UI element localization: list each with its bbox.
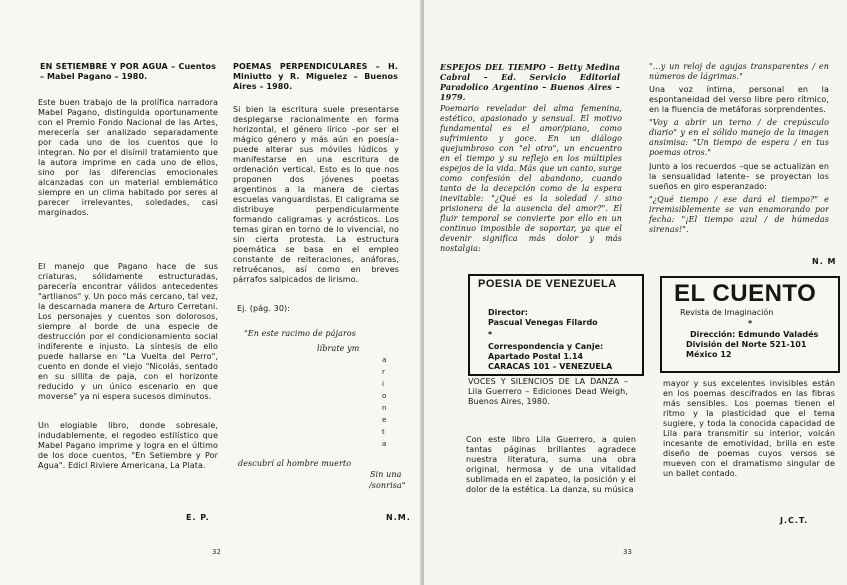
left-page-number: 32: [212, 548, 221, 556]
example-line-5: /sonrisa": [369, 481, 406, 490]
calligram-letter: t: [382, 428, 385, 436]
review-paragraph-voces-right: mayor y sus excelentes invisibles están en los poemas descifrados en las fibras más sensibles. Los poemas tienen el ritmo y la plasticidad que el tema sugiere, y toda la conocida capacidad de Lila para transmitir su interior, volcán incesante de emotividad, brilla en este diseño de poemas cuyos versos se mueven con el dramatismo singular de un ballet contado.: [663, 379, 835, 478]
review-signature-ep: E. P.: [186, 513, 210, 522]
example-line-3: descubrí al hombre muerto: [238, 459, 352, 468]
review-signature-nm: N.M.: [386, 513, 411, 522]
example-line-4: Sin una: [370, 470, 402, 479]
review-heading-en-setiembre: EN SETIEMBRE Y POR AGUA – Cuentos – Mabel Pagano – 1980.: [40, 62, 216, 81]
review-quote-espejos-3: "¿Qué tiempo / ese dará el tiempo?" e irremisiblemente se van enamorando por fecha: "¡El tiempo azul / de húmedas sirenas!".: [649, 195, 829, 234]
review-paragraph-1: Este buen trabajo de la prolífica narradora Mabel Pagano, distinguida oportunamente con el Premio Fondo Nacional de las Artes, merecería ser analizado separadamente por cada uno de los cuentos que lo integran. No por el disímil tratamiento que la autora imprime en cada uno de ellos, sino por las diferencias emocionales alcanzadas con un material emblemático siempre en un clima habitado por seres al parecer irrelevantes, soledades, casi marginados.: [38, 98, 218, 217]
review-quote-espejos-1: "...y un reloj de agujas transparentes / en números de lágrimas.": [649, 62, 829, 81]
poesia-venezuela-star: *: [488, 330, 493, 339]
review-signature-jct: J.C.T.: [780, 516, 809, 525]
review-paragraph-2: El manejo que Pagano hace de sus criaturas, sólidamente estructuradas, parecería encontrar válidos antecedentes "artlianos" y. Un poco más cercano, tal vez, la descarnada manera de Arturo Cerretani. Los personajes y cuentos son dolorosos, siempre al borde de una especie de destrucción por el condicionamiento social indiferente e injusto. La síntesis de ello puede hallarse en "La Vuelta del Perro", cuento en donde el viejo "Nicolás, sentado en su sillita de paja, con el horizonte reducido y un único escenario en que moverse" ya ni espera sucesos diminutos.: [38, 262, 218, 401]
calligram-letter: a: [382, 440, 387, 448]
right-page-number: 33: [623, 548, 632, 556]
example-line-2: líbrate ym: [317, 344, 360, 353]
review-paragraph-espejos-3: Junto a los recuerdos –que se actualizan en la sensualidad latente– se proyectan los sueños en giro esperanzado:: [649, 162, 829, 191]
poesia-venezuela-correspondence-label: Correspondencia y Canje:: [488, 342, 604, 351]
review-paragraph-poemas: Si bien la escritura suele presentarse desplegarse racionalmente en forma horizontal, el género lírico –por ser el mágico género y más aún en poesía– puede alterar sus móviles lúdicos y manifestarse en una escritura de ordenación vertical. Esto es lo que nos proponen dos jóvenes poetas argentinos a la manera de ciertas escuelas vanguardistas. El caligrama se distribuye perpendicularmente formando caligramas y acrósticos. Los temas giran en torno de lo vivencial, no sin cierta protesta. La estructura poemática se basa en el empleo constante de reiteraciones, anáforas, retruécanos, así como en breves párrafos salpicados de lirismo.: [233, 105, 399, 284]
poesia-venezuela-address-line2: CARACAS 101 – VENEZUELA: [488, 362, 613, 371]
review-heading-voces: VOCES Y SILENCIOS DE LA DANZA – Lila Guerrero – Ediciones Dead Weigh, Buenos Aires, 1980.: [468, 377, 628, 406]
poesia-venezuela-box: [468, 274, 644, 376]
example-label: Ej. (pág. 30):: [237, 304, 291, 313]
poesia-venezuela-director-label: Director:: [488, 308, 528, 317]
calligram-letter: r: [382, 368, 385, 376]
calligram-letter: n: [382, 404, 387, 412]
calligram-vertical-word: [382, 357, 392, 452]
review-paragraph-3: Un elogiable libro, donde sobresale, indudablemente, el regodeo estilístico que Mabel Pagano imprime y logra en el último de los doce cuentos, "En Setiembre y Por Agua". Edicl Riviere Americana, La Plata.: [38, 421, 218, 470]
right-page: [424, 0, 847, 585]
review-quote-espejos-2: "Voy a abrir un terno / de crepúsculo diario" y en el sólido manejo de la imagen ansimisa: "Un tiempo de espera / en tus poemas otros.": [649, 118, 829, 157]
review-heading-espejos: ESPEJOS DEL TIEMPO – Betty Medina Cabral – Ed. Servicio Editorial Paradolico Argentino – Buenos Aires – 1979.: [440, 62, 620, 102]
example-line-1: "En este racimo de pájaros: [244, 329, 357, 338]
poesia-venezuela-title: POESIA DE VENEZUELA: [478, 278, 617, 290]
review-paragraph-espejos-2: Una voz íntima, personal en la espontaneidad del verso libre pero rítmico, en la fluencia de metáforas sorprendentes.: [649, 85, 829, 114]
calligram-letter: i: [382, 380, 384, 388]
el-cuento-box: [660, 276, 840, 373]
calligram-letter: a: [382, 356, 387, 364]
review-paragraph-espejos: Poemario revelador del alma femenina, estético, apasionado y sensual. El motivo fundamental es el amor/piano, como sufrimiento y goce. En un diálogo quejumbroso con "el otro", un encuentro en el tiempo y su reflejo en los múltiples espejos de la vida. Más que un canto, surge como confesión del abandono, cuando tanto de la decepción como de la espera inevitable: "¿Qué es la soledad / sino prisionera de la ausencia del amor?". El fluir temporal se convierte por ello en un continuo imposible de soportar, ya que el devenir significa más dolor y más nostalgia:: [440, 104, 622, 253]
left-page: [0, 0, 423, 585]
el-cuento-address-line2: México 12: [686, 350, 732, 359]
calligram-letter: e: [382, 416, 387, 424]
calligram-letter: o: [382, 392, 387, 400]
review-signature-nm-right: N. M: [812, 257, 837, 266]
el-cuento-star: *: [748, 319, 753, 328]
poesia-venezuela-director-name: Pascual Venegas Filardo: [488, 318, 598, 327]
el-cuento-director-line: Dirección: Edmundo Valadés: [690, 330, 819, 339]
el-cuento-subtitle: Revista de Imaginación: [680, 308, 774, 317]
el-cuento-address-line1: División del Norte 521-101: [686, 340, 807, 349]
el-cuento-title: EL CUENTO: [674, 280, 817, 307]
review-paragraph-voces-left: Con este libro Lila Guerrero, a quien tantas páginas brillantes agradece nuestra literatura, suma una obra original, hermosa y de una vitalidad sublimada en el zapateo, la posición y el dolor de la estética. La danza, su música: [466, 435, 636, 494]
poesia-venezuela-address-line1: Apartado Postal 1.14: [488, 352, 584, 361]
review-heading-poemas: POEMAS PERPENDICULARES – H. Miniutto y R. Miguelez – Buenos Aires – 1980.: [233, 62, 398, 91]
